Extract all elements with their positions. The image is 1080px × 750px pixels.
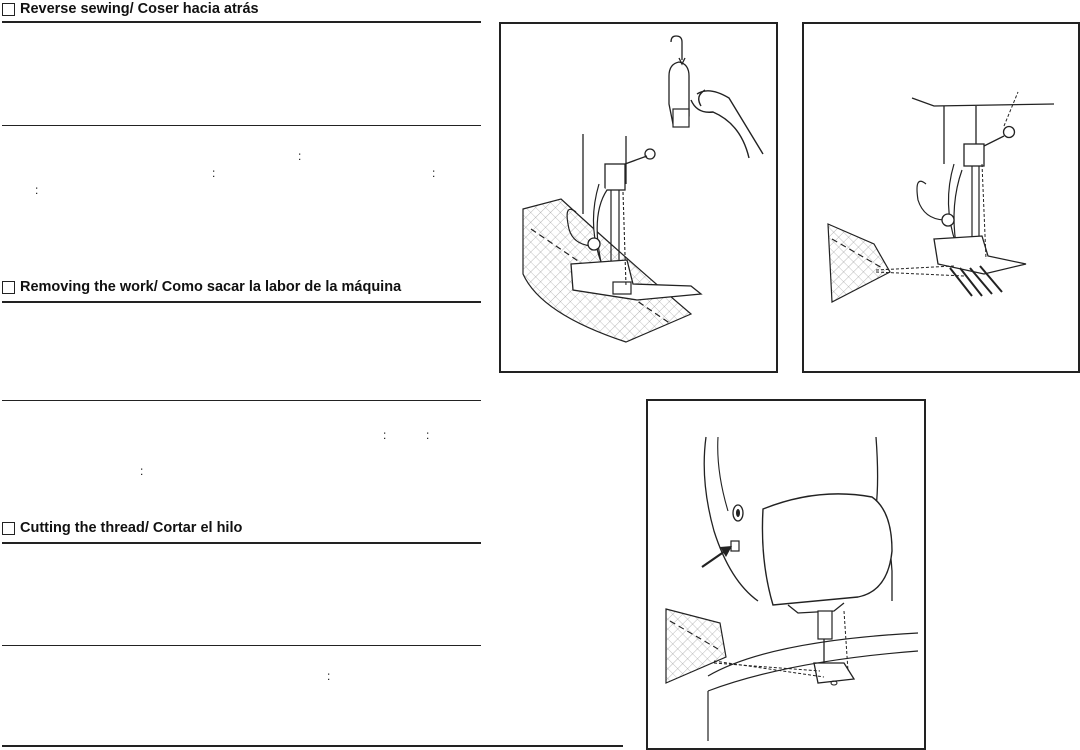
colon-mark: : <box>327 669 331 683</box>
section-heading-cutting-thread <box>2 519 242 537</box>
colon-mark: : <box>426 428 430 442</box>
divider <box>2 645 481 646</box>
colon-mark: : <box>432 166 436 180</box>
section-title: Cutting the thread/ Cortar el hilo <box>20 520 243 536</box>
checkbox-icon <box>2 522 15 535</box>
page-bottom-rule <box>2 745 623 747</box>
checkbox-icon <box>2 3 15 16</box>
divider <box>2 125 481 126</box>
colon-mark: : <box>383 428 387 442</box>
checkbox-icon <box>2 281 15 294</box>
colon-mark: : <box>140 464 144 478</box>
section-title: Reverse sewing/ Coser hacia atrás <box>20 1 259 17</box>
section-heading-reverse-sewing <box>2 0 259 18</box>
colon-mark: : <box>35 183 39 197</box>
colon-mark: : <box>212 166 216 180</box>
section-title: Removing the work/ Como sacar la labor de la máquina <box>20 279 402 295</box>
divider <box>2 301 481 303</box>
divider <box>2 400 481 401</box>
removing-work-illustration <box>802 22 1080 373</box>
section-heading-removing-work <box>2 278 401 296</box>
reverse-sewing-illustration <box>499 22 778 373</box>
cutting-thread-illustration <box>646 399 926 750</box>
divider <box>2 21 481 23</box>
colon-mark: : <box>298 149 302 163</box>
divider <box>2 542 481 544</box>
